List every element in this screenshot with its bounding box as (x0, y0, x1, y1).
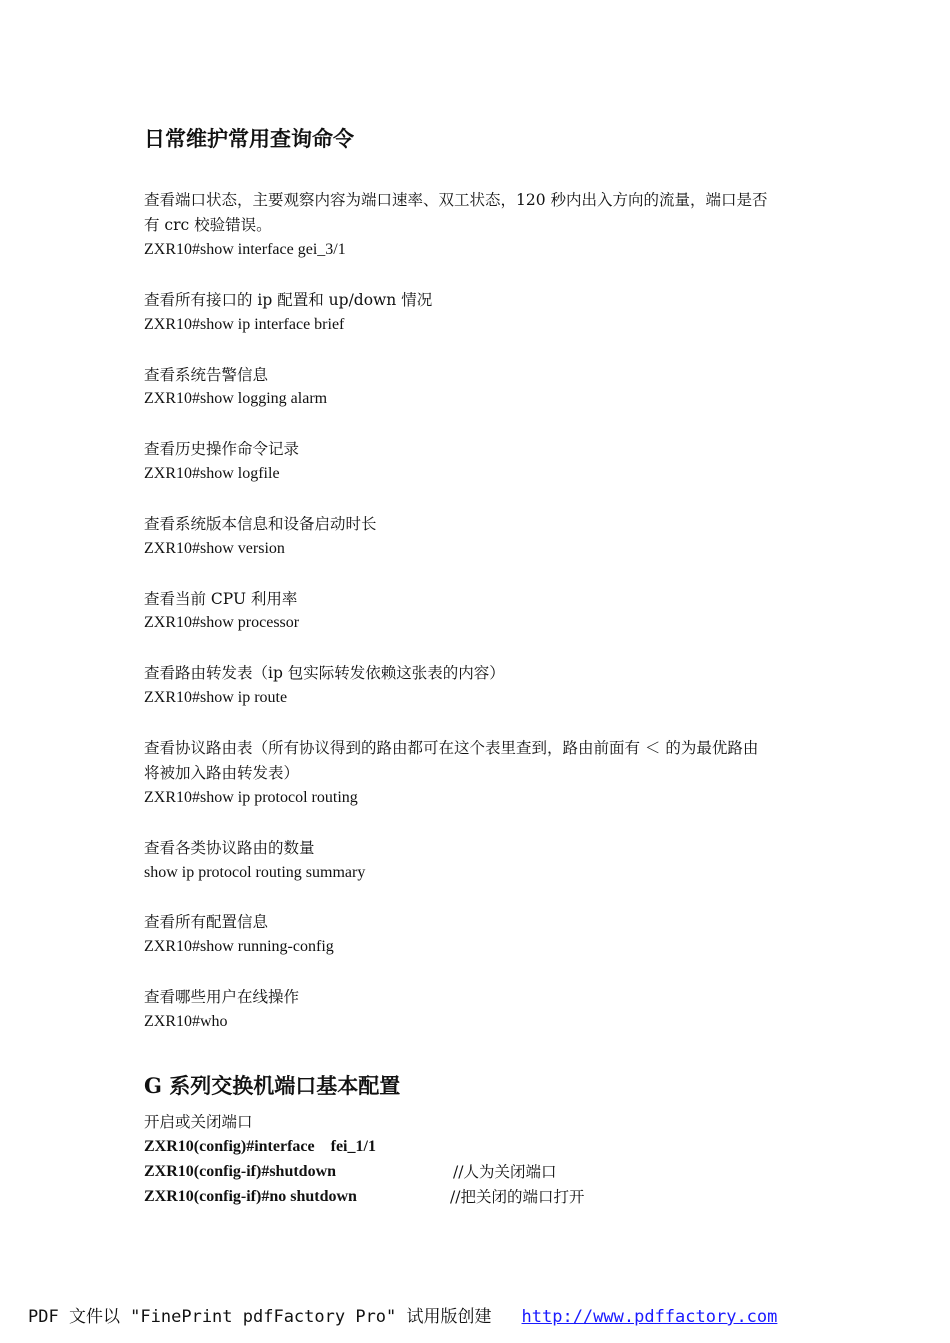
config-command: ZXR10(config-if)#shutdown (144, 1163, 337, 1180)
item-command: ZXR10#show logging alarm (144, 390, 328, 407)
item-command: ZXR10#show logfile (144, 465, 280, 482)
item-description: 将被加入路由转发表） (144, 764, 300, 782)
item-command: ZXR10#show processor (144, 614, 300, 631)
item-command: ZXR10#show version (144, 540, 285, 557)
pdffactory-link[interactable]: http://www.pdffactory.com (521, 1307, 778, 1327)
item-description: 查看所有接口的 ip 配置和 up/down 情况 (144, 291, 433, 309)
item-description: 查看历史操作命令记录 (144, 440, 300, 458)
item-command: ZXR10#who (144, 1013, 228, 1030)
item-description: 查看所有配置信息 (144, 913, 269, 931)
item-command: show ip protocol routing summary (144, 864, 366, 881)
item-description: 查看路由转发表（ip 包实际转发依赖这张表的内容） (144, 664, 505, 682)
config-comment: //把关闭的端口打开 (450, 1188, 585, 1206)
item-command: ZXR10#show ip interface brief (144, 316, 345, 333)
section2-description: 开启或关闭端口 (144, 1113, 253, 1131)
item-description: 查看哪些用户在线操作 (144, 988, 300, 1006)
item-command: ZXR10#show running-config (144, 938, 334, 955)
config-command: ZXR10(config-if)#no shutdown (144, 1188, 357, 1205)
pdf-footer (28, 1306, 777, 1328)
item-description: 查看端口状态，主要观察内容为端口速率、双工状态，120 秒内出入方向的流量，端口是否 (144, 191, 768, 209)
item-command: ZXR10#show ip protocol routing (144, 789, 358, 806)
item-description: 查看当前 CPU 利用率 (144, 590, 298, 608)
item-command: ZXR10#show interface gei_3/1 (144, 241, 346, 258)
item-description: 查看系统告警信息 (144, 366, 269, 384)
config-comment: //人为关闭端口 (453, 1163, 557, 1181)
config-command: ZXR10(config)#interface fei_1/1 (144, 1138, 376, 1155)
item-command: ZXR10#show ip route (144, 689, 288, 706)
item-description: 有 crc 校验错误。 (144, 216, 272, 234)
footer-text: PDF 文件以 "FinePrint pdfFactory Pro" 试用版创建 (28, 1307, 492, 1327)
item-description: 查看各类协议路由的数量 (144, 839, 315, 857)
item-description: 查看协议路由表（所有协议得到的路由都可在这个表里查到，路由前面有 ＜ 的为最优路由 (144, 739, 759, 757)
section-title-daily-maintenance: 日常维护常用查询命令 (144, 126, 354, 151)
section-title-g-series-port-config: G 系列交换机端口基本配置 (144, 1073, 401, 1098)
item-description: 查看系统版本信息和设备启动时长 (144, 515, 377, 533)
